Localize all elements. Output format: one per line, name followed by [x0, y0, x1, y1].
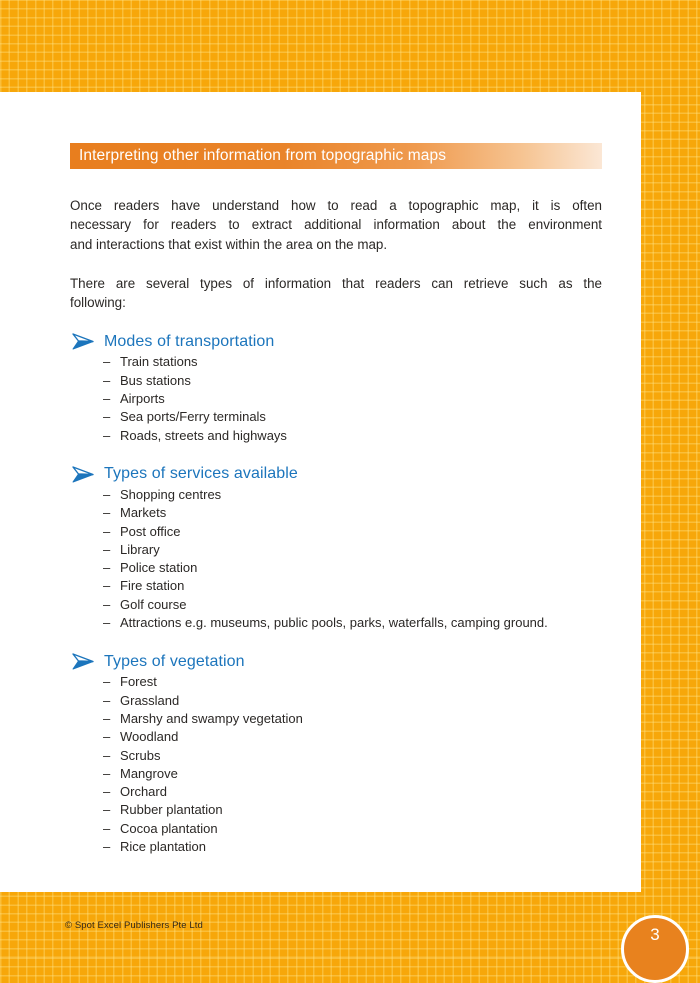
- list-item: [103, 765, 585, 783]
- list-item-text: Library: [120, 541, 160, 557]
- list-item: [103, 372, 585, 390]
- dash-bullet: –: [103, 578, 111, 594]
- dash-bullet: –: [103, 523, 111, 539]
- list-item: [103, 353, 585, 371]
- arrowhead-bullet-icon: [71, 465, 95, 484]
- list-item-text: Mangrove: [120, 765, 178, 781]
- list-item: [103, 577, 585, 595]
- vegetation-list: [70, 673, 602, 856]
- list-item: [103, 747, 585, 765]
- paragraph-line: necessary for readers to extract additional information about the environment: [70, 217, 602, 233]
- page-content: [0, 92, 641, 856]
- list-item-text: Woodland: [120, 729, 179, 745]
- list-item: [103, 390, 585, 408]
- dash-bullet: –: [103, 372, 111, 388]
- copyright-notice: © Spot Excel Publishers Pte Ltd: [65, 920, 203, 931]
- dash-bullet: –: [103, 427, 111, 443]
- dash-bullet: –: [103, 486, 111, 502]
- dash-bullet: –: [103, 354, 111, 370]
- list-item-text: Airports: [120, 391, 165, 407]
- list-item-text: Attractions e.g. museums, public pools, parks, waterfalls, camping ground.: [120, 615, 548, 631]
- list-item-text: Post office: [120, 523, 181, 539]
- list-item-text: Scrubs: [120, 747, 161, 763]
- section-heading: Modes of transportation: [104, 332, 275, 350]
- dash-bullet: –: [103, 839, 111, 855]
- section-heading: Types of vegetation: [104, 652, 245, 670]
- list-item: [103, 408, 585, 426]
- list-item-text: Shopping centres: [120, 486, 222, 502]
- paragraph-line: and interactions that exist within the area on the map.: [70, 236, 388, 252]
- list-item: [103, 427, 585, 445]
- list-item-text: Train stations: [120, 354, 198, 370]
- list-item: [103, 710, 585, 728]
- list-item: [103, 783, 585, 801]
- intro-paragraph: [70, 196, 602, 254]
- services-list: [70, 486, 602, 632]
- section-heading-row: [70, 332, 602, 351]
- dash-bullet: –: [103, 820, 111, 836]
- list-item: [103, 559, 585, 577]
- list-item: [103, 523, 585, 541]
- list-item-text: Forest: [120, 674, 157, 690]
- dash-bullet: –: [103, 674, 111, 690]
- list-item-text: Roads, streets and highways: [120, 427, 287, 443]
- dash-bullet: –: [103, 505, 111, 521]
- section-heading-row: [70, 652, 602, 671]
- section-services: [70, 465, 602, 632]
- arrowhead-bullet-icon: [71, 332, 95, 351]
- page-number-badge: [621, 915, 689, 983]
- list-item: [103, 838, 585, 856]
- list-item-text: Rubber plantation: [120, 802, 223, 818]
- dash-bullet: –: [103, 802, 111, 818]
- list-item: [103, 820, 585, 838]
- dash-bullet: –: [103, 692, 111, 708]
- paragraph-line: There are several types of information that readers can retrieve such as the: [70, 275, 602, 291]
- list-item-text: Orchard: [120, 784, 167, 800]
- dash-bullet: –: [103, 615, 111, 631]
- paragraph-line: Once readers have understand how to read a topographic map, it is often: [70, 198, 602, 213]
- section-title-bar: [70, 143, 602, 169]
- paragraph-line: following:: [70, 295, 126, 311]
- section-transportation: [70, 332, 602, 444]
- list-item: [103, 801, 585, 819]
- list-item-text: Rice plantation: [120, 839, 206, 855]
- list-item-text: Sea ports/Ferry terminals: [120, 409, 266, 425]
- arrowhead-bullet-icon: [71, 652, 95, 671]
- list-item-text: Bus stations: [120, 372, 191, 388]
- list-item: [103, 692, 585, 710]
- dash-bullet: –: [103, 765, 111, 781]
- dash-bullet: –: [103, 784, 111, 800]
- list-item-text: Golf course: [120, 596, 187, 612]
- list-item-text: Grassland: [120, 692, 180, 708]
- section-heading-row: [70, 465, 602, 484]
- list-item-text: Fire station: [120, 578, 185, 594]
- list-item: [103, 541, 585, 559]
- list-item: [103, 673, 585, 691]
- white-page: [0, 92, 641, 892]
- dash-bullet: –: [103, 409, 111, 425]
- list-item: [103, 596, 585, 614]
- dash-bullet: –: [103, 596, 111, 612]
- section-vegetation: [70, 652, 602, 856]
- dash-bullet: –: [103, 560, 111, 576]
- page-number: 3: [650, 925, 660, 944]
- page-title: Interpreting other information from topographic maps: [79, 147, 447, 164]
- transportation-list: [70, 353, 602, 444]
- dash-bullet: –: [103, 541, 111, 557]
- section-heading: Types of services available: [104, 465, 298, 483]
- dash-bullet: –: [103, 729, 111, 745]
- dash-bullet: –: [103, 747, 111, 763]
- lead-in-paragraph: [70, 274, 602, 313]
- list-item-text: Marshy and swampy vegetation: [120, 710, 303, 726]
- list-item: [103, 728, 585, 746]
- list-item: [103, 614, 585, 632]
- list-item-text: Markets: [120, 505, 167, 521]
- dash-bullet: –: [103, 710, 111, 726]
- list-item-text: Cocoa plantation: [120, 820, 218, 836]
- list-item: [103, 486, 585, 504]
- list-item: [103, 504, 585, 522]
- list-item-text: Police station: [120, 560, 198, 576]
- dash-bullet: –: [103, 391, 111, 407]
